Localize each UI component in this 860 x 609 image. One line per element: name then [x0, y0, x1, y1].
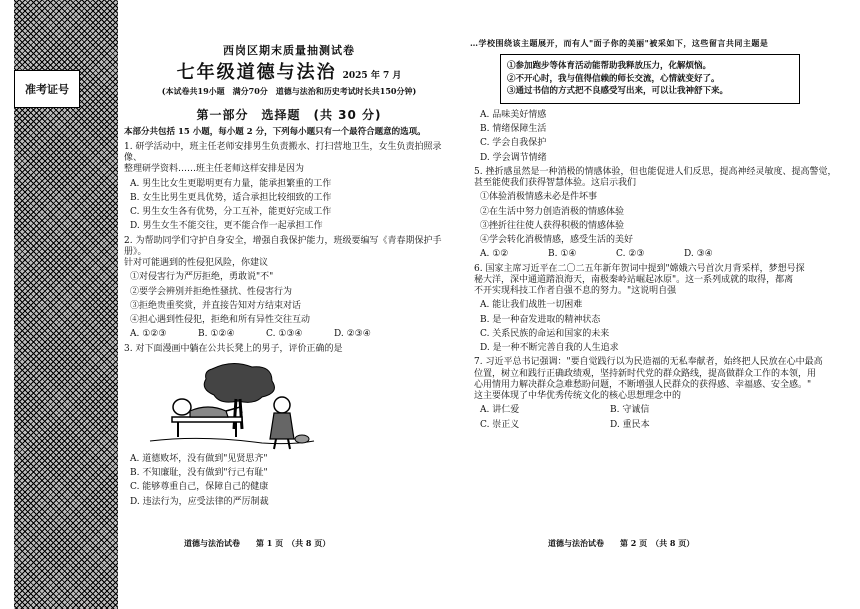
exam-date: 2025 年 7 月 — [342, 70, 402, 81]
question-7 — [470, 357, 850, 431]
question-stem: 心用情用力解决群众急难愁盼问题，不断增强人民群众的获得感、幸福感、安全感。" — [474, 379, 812, 390]
question-stem: 7. 习近平总书记强调："要自觉践行以为民造福的无私奉献者，始终把人民放在心中最高 — [474, 357, 823, 368]
section-instruction: 本部分共包括 15 小题，每小题 2 分，下列每小题只有一个最符合题意的选项。 — [124, 127, 426, 138]
message-3: ③通过书信的方式把不良感受写出来，可以让我神舒下来。 — [507, 86, 729, 97]
question-stem: 2. 为帮助同学们守护自身安全，增强自我保护能力，班级要编写《青春期保护手册》。 — [124, 235, 442, 257]
option-c: C. 关系民族的命运和国家的未来 — [480, 328, 610, 339]
question-stem: 6. 国家主席习近平在二〇二五年新年贺词中提到"嫦娥六号首次月背采样，梦想号探 — [474, 263, 805, 274]
statement-4: ④学会转化消极情感，感受生活的美好 — [480, 235, 634, 246]
statement-3: ③拒绝贵重奖赏，并直接告知对方结束对话 — [130, 300, 302, 311]
page-2-footer: 道德与法治试卷 第 2 页 （共 8 页） — [548, 538, 695, 548]
margin-edge — [0, 0, 14, 609]
option-a: A. 品味美好情感 — [480, 109, 547, 120]
choice-a: A. 讲仁爱 — [480, 405, 520, 416]
choice-a: A. ①②③ — [130, 329, 167, 340]
page-1-footer: 道德与法治试卷 第 1 页 （共 8 页） — [184, 538, 331, 548]
option-c: C. 能够尊重自己，保障自己的健康 — [130, 482, 269, 493]
question-stem: 针对可能遇到的性侵犯风险，你建议 — [124, 258, 269, 269]
choice-b: B. 守诚信 — [610, 405, 650, 416]
option-d: D. 违法行为，应受法律的严厉制裁 — [130, 496, 269, 507]
page-1 — [120, 0, 458, 609]
option-c: C. 男生女生各有优势，分工互补，能更好完成工作 — [130, 207, 332, 218]
question-stem: 5. 挫折感虽然是一种消极的情感体验，但也能促进人们反思，提高神经灵敏度、提高警觉， — [474, 166, 837, 177]
statement-2: ②在生活中努力创造消极的情感体验 — [480, 206, 625, 217]
question-stem: 这主要体现了中华优秀传统文化的核心思想理念中的 — [474, 391, 682, 402]
question-stem: 甚至能使我们获得智慧体验。这启示我们 — [474, 178, 637, 189]
option-d: D. 学会调节情绪 — [480, 152, 547, 163]
cartoon-bench-man — [142, 359, 322, 451]
choice-a: A. ①② — [480, 249, 509, 260]
choice-c: C. 崇正义 — [480, 419, 520, 430]
statement-4: ④担心遇到性侵犯，拒绝和所有异性交往互动 — [130, 315, 311, 326]
cartoon-illustration — [142, 359, 322, 451]
question-3 — [120, 344, 458, 508]
question-stem: 3. 对下面漫画中躺在公共长凳上的男子，评价正确的是 — [124, 343, 343, 354]
option-d: D. 男生女生不能交往，更不能合作一起承担工作 — [130, 221, 323, 232]
option-b: B. 情绪保障生活 — [480, 124, 547, 135]
choice-row — [124, 329, 458, 340]
question-stem: 秘大洋，深中通道踏浪海天，南极秦岭站崛起冰原"。这一系列成就的取得，都离 — [474, 274, 794, 285]
question-6 — [470, 264, 850, 355]
subject-title: 七年级道德与法治 — [176, 61, 337, 83]
choice-b: B. ①④ — [548, 249, 577, 260]
choice-b: B. ①②④ — [198, 329, 235, 340]
option-a: A. 能让我们战胜一切困难 — [480, 300, 583, 311]
message-2: ②不开心时，我与值得信赖的师长交流，心情就变好了。 — [507, 73, 720, 84]
choice-d: D. ③④ — [684, 249, 713, 260]
question-4-options — [470, 110, 850, 164]
exam-info: (本试卷共19小题 满分70分 道德与法治和历史考试时长共150分钟) — [161, 86, 417, 97]
option-a: A. 道德败坏，没有做到"见贤思齐" — [130, 453, 268, 464]
choice-c: C. ②③ — [616, 249, 645, 260]
question-4-stem: …学校围绕该主题展开，而有人"面子你的美丽"被采如下，这些留言共同主题是 — [470, 38, 769, 48]
message-1: ①参加跑步等体育活动能帮助我释放压力，化解烦恼。 — [507, 61, 712, 71]
question-5 — [470, 167, 850, 261]
message-box — [500, 54, 800, 104]
question-1 — [120, 142, 458, 233]
option-a: A. 男生比女生更聪明更有力量，能承担繁重的工作 — [130, 178, 332, 189]
statement-1: ①对侵害行为严厉拒绝，勇敢说"不" — [130, 272, 274, 283]
choice-row — [474, 405, 850, 431]
question-stem: 不开实现科技工作者自强不息的努力。"这说明自强 — [474, 286, 677, 297]
question-stem: 位置，树立和践行正确政绩观，坚持新时代党的群众路线，提高做群众工作的本领，用 — [474, 368, 817, 379]
question-stem: 1. 研学活动中，班主任老师安排男生负责搬水、打扫营地卫生，女生负责拍照录像、 — [124, 141, 442, 164]
choice-c: C. ①③④ — [266, 329, 303, 340]
section-title: 第一部分 选择题 (共 30 分) — [196, 108, 382, 123]
choice-d: D. 重民本 — [610, 419, 650, 430]
question-2 — [120, 236, 458, 341]
statement-3: ③挫折往往使人获得积极的情感体验 — [480, 220, 625, 231]
option-b: B. 不知廉耻，没有做到"行己有耻" — [130, 468, 268, 479]
option-c: C. 学会自我保护 — [480, 138, 547, 149]
page-2 — [470, 0, 850, 609]
exam-id-label: 准考证号 — [25, 83, 69, 96]
option-b: B. 女生比男生更具优势，适合承担比较细致的工作 — [130, 192, 332, 203]
choice-row — [474, 249, 850, 260]
subject-line — [120, 62, 458, 85]
option-d: D. 是一种不断完善自我的人生追求 — [480, 343, 619, 354]
question-stem: 整理研学资料……班主任老师这样安排是因为 — [124, 164, 305, 175]
choice-d: D. ②③④ — [334, 329, 371, 340]
exam-title: 西岗区期末质量抽测试卷 — [223, 44, 355, 57]
option-b: B. 是一种奋发进取的精神状态 — [480, 314, 601, 325]
statement-1: ①体验消极情感未必是件坏事 — [480, 192, 598, 203]
statement-2: ②要学会辨别并拒绝性骚扰、性侵害行为 — [130, 286, 293, 297]
exam-id-box — [14, 70, 80, 108]
